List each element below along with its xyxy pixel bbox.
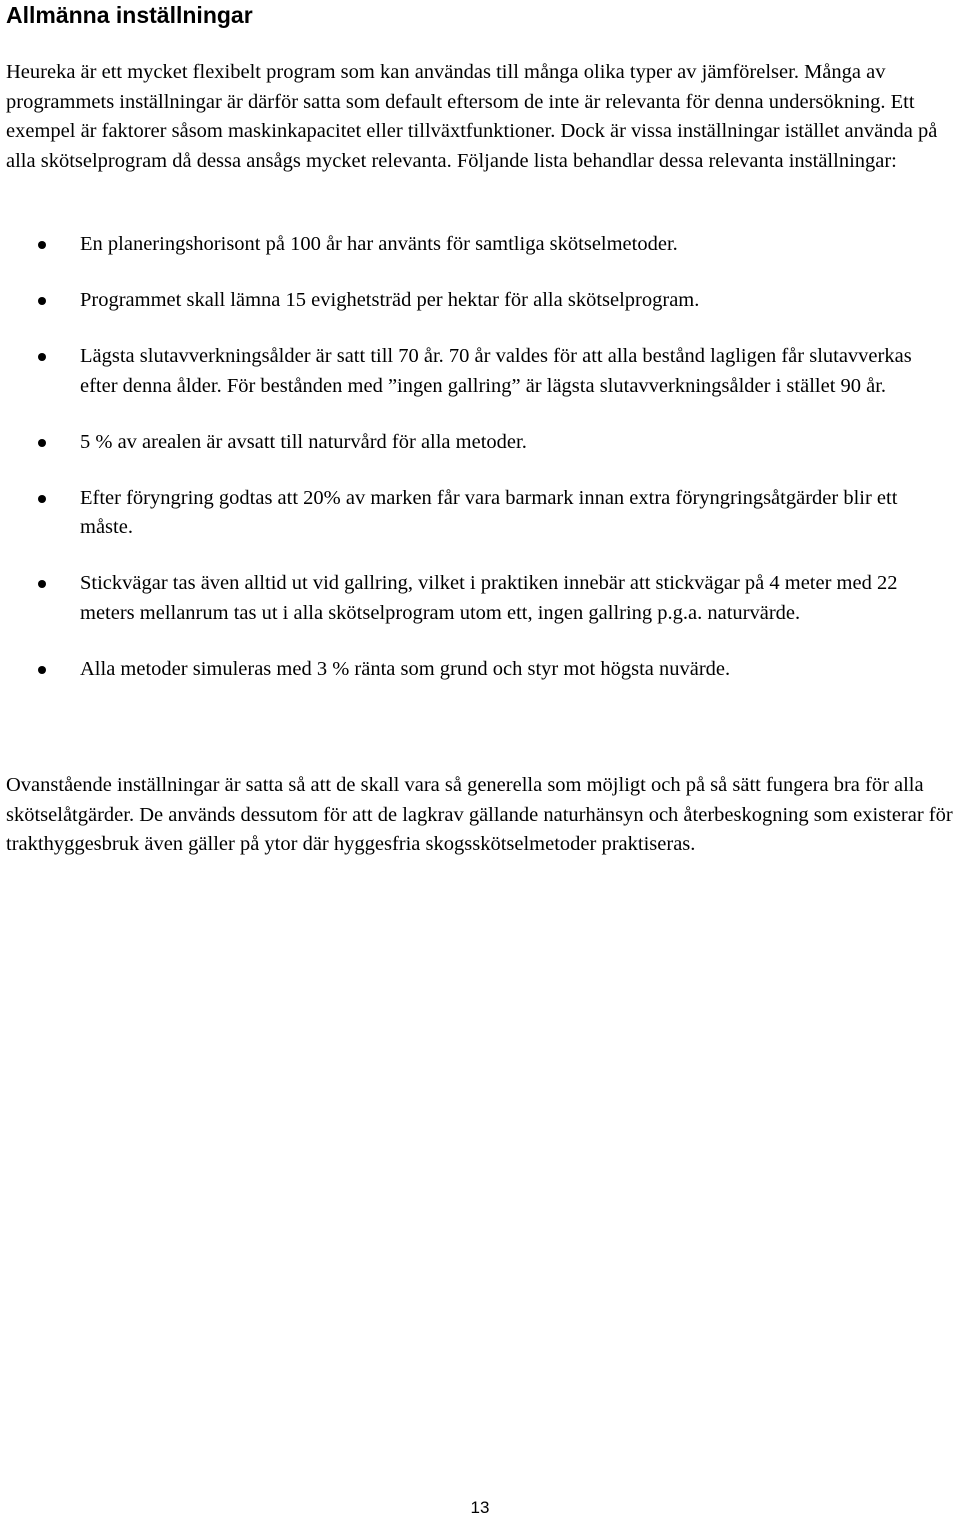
bullet-icon xyxy=(38,666,46,674)
outro-paragraph: Ovanstående inställningar är satta så att de skall vara så generella som möjligt och på så sätt fungera bra för alla skötselåtgärder. De används dessutom för att de lagkrav gällande naturhänsyn och återbeskogning som existerar för trakthyggesbruk även gäller på ytor där hyggesfria skogsskötselmetoder praktiseras. xyxy=(6,774,953,855)
bullet-icon xyxy=(38,439,46,447)
list-item xyxy=(0,655,952,685)
bullet-icon xyxy=(38,353,46,361)
list-item xyxy=(0,342,952,401)
list-item-text: Alla metoder simuleras med 3 % ränta som grund och styr mot högsta nuvärde. xyxy=(80,657,731,680)
list-item-text: Efter föryngring godtas att 20% av marken får vara barmark innan extra föryngringsåtgärder blir ett måste. xyxy=(80,486,898,538)
list-item xyxy=(0,484,952,543)
list-item-text: Lägsta slutavverkningsålder är satt till 70 år. 70 år valdes för att alla bestånd lagligen får slutavverkas efter denna ålder. För bestånden med ”ingen gallring” är lägsta slutavverkningsålder i stället 90 år. xyxy=(80,345,912,397)
list-item-text: Stickvägar tas även alltid ut vid gallring, vilket i praktiken innebär att stickvägar på 4 meter med 22 meters mellanrum tas ut i alla skötselprogram utom ett, ingen gallring p.g.a. naturvärde. xyxy=(80,572,898,624)
bullet-icon xyxy=(38,495,46,503)
page-number: 13 xyxy=(470,1498,490,1517)
list-item xyxy=(0,428,952,458)
bullet-icon xyxy=(38,241,46,249)
bullet-icon xyxy=(38,580,46,588)
list-item xyxy=(0,286,952,316)
list-item xyxy=(0,569,952,628)
section-heading: Allmänna inställningar xyxy=(6,2,253,28)
list-item-text: 5 % av arealen är avsatt till naturvård för alla metoder. xyxy=(80,430,527,453)
list-item-text: Programmet skall lämna 15 evighetsträd per hektar för alla skötselprogram. xyxy=(80,289,700,311)
settings-bullet-list xyxy=(0,230,960,711)
list-item xyxy=(0,230,952,260)
intro-paragraph: Heureka är ett mycket flexibelt program som kan användas till många olika typer av jämförelser. Många av programmets inställningar är därför satta som default eftersom de inte är relevanta för denna undersökning. Ett exempel är faktorer såsom maskinkapacitet eller tillväxtfunktioner. Dock är vissa inställningar istället använda på alla skötselprogram då dessa ansågs mycket relevanta. Följande lista behandlar dessa relevanta inställningar: xyxy=(6,61,938,172)
bullet-icon xyxy=(38,297,46,305)
list-item-text: En planeringshorisont på 100 år har använts för samtliga skötselmetoder. xyxy=(80,233,678,255)
